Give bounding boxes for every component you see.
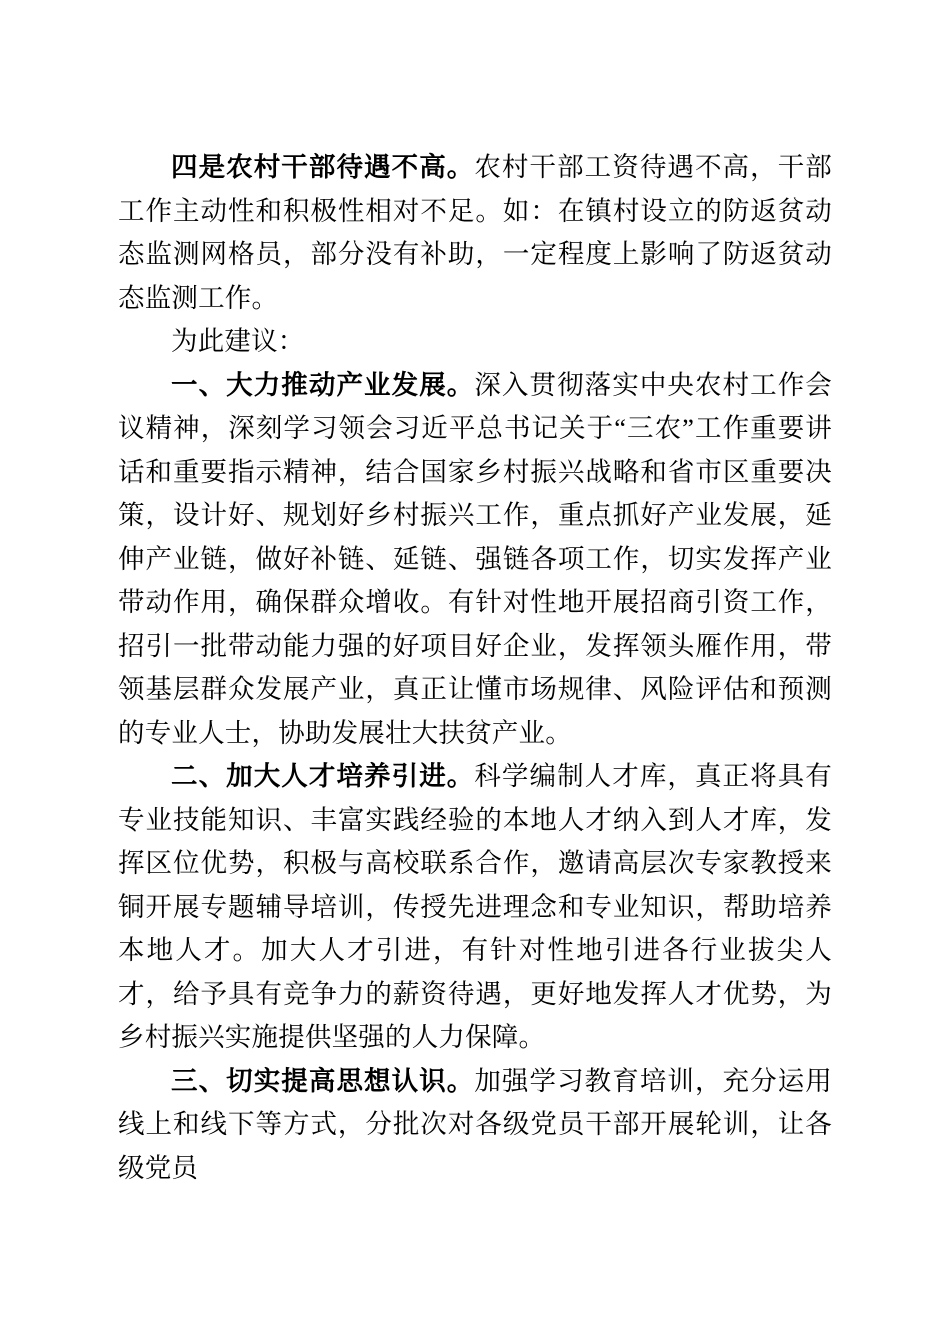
paragraph-text: 科学编制人才库，真正将具有专业技能知识、丰富实践经验的本地人才纳入到人才库，发挥区位优势，积极与高校联系合作，邀请高层次专家教授来铜开展专题辅导培训，传授先进理念和专业知识，帮助培养本地人才。加大人才引进，有针对性地引进各行业拔尖人才，给予具有竞争力的薪资待遇，更好地发挥人才优势，为乡村振兴实施提供坚强的人力保障。	[118, 761, 832, 1052]
paragraph-suggestion-2	[118, 755, 832, 1060]
paragraph-text: 为此建议：	[171, 326, 305, 356]
paragraph-suggestion-intro	[118, 320, 832, 364]
paragraph-lead: 三、切实提高思想认识。	[171, 1065, 475, 1096]
paragraph-lead: 一、大力推动产业发展。	[171, 369, 475, 400]
paragraph-suggestion-1	[118, 364, 832, 756]
paragraph-lead: 二、加大人才培养引进。	[171, 761, 475, 791]
paragraph-text: 深入贯彻落实中央农村工作会议精神，深刻学习领会习近平总书记关于“三农”工作重要讲话和重要指示精神，结合国家乡村振兴战略和省市区重要决策，设计好、规划好乡村振兴工作，重点抓好产业发展，延伸产业链，做好补链、延链、强链各项工作，切实发挥产业带动作用，确保群众增收。有针对性地开展招商引资工作，招引一批带动能力强的好项目好企业，发挥领头雁作用，带领基层群众发展产业，真正让懂市场规律、风险评估和预测的专业人士，协助发展壮大扶贫产业。	[118, 369, 832, 748]
paragraph-problem-4	[118, 146, 832, 320]
paragraph-suggestion-3	[118, 1060, 832, 1191]
paragraph-text: 农村干部工资待遇不高，干部工作主动性和积极性相对不足。如：在镇村设立的防返贫动态监测网格员，部分没有补助，一定程度上影响了防返贫动态监测工作。	[118, 152, 832, 313]
paragraph-lead: 四是农村干部待遇不高。	[171, 152, 475, 182]
paragraph-text: 加强学习教育培训，充分运用线上和线下等方式，分批次对各级党员干部开展轮训，让各级党员	[118, 1065, 832, 1183]
